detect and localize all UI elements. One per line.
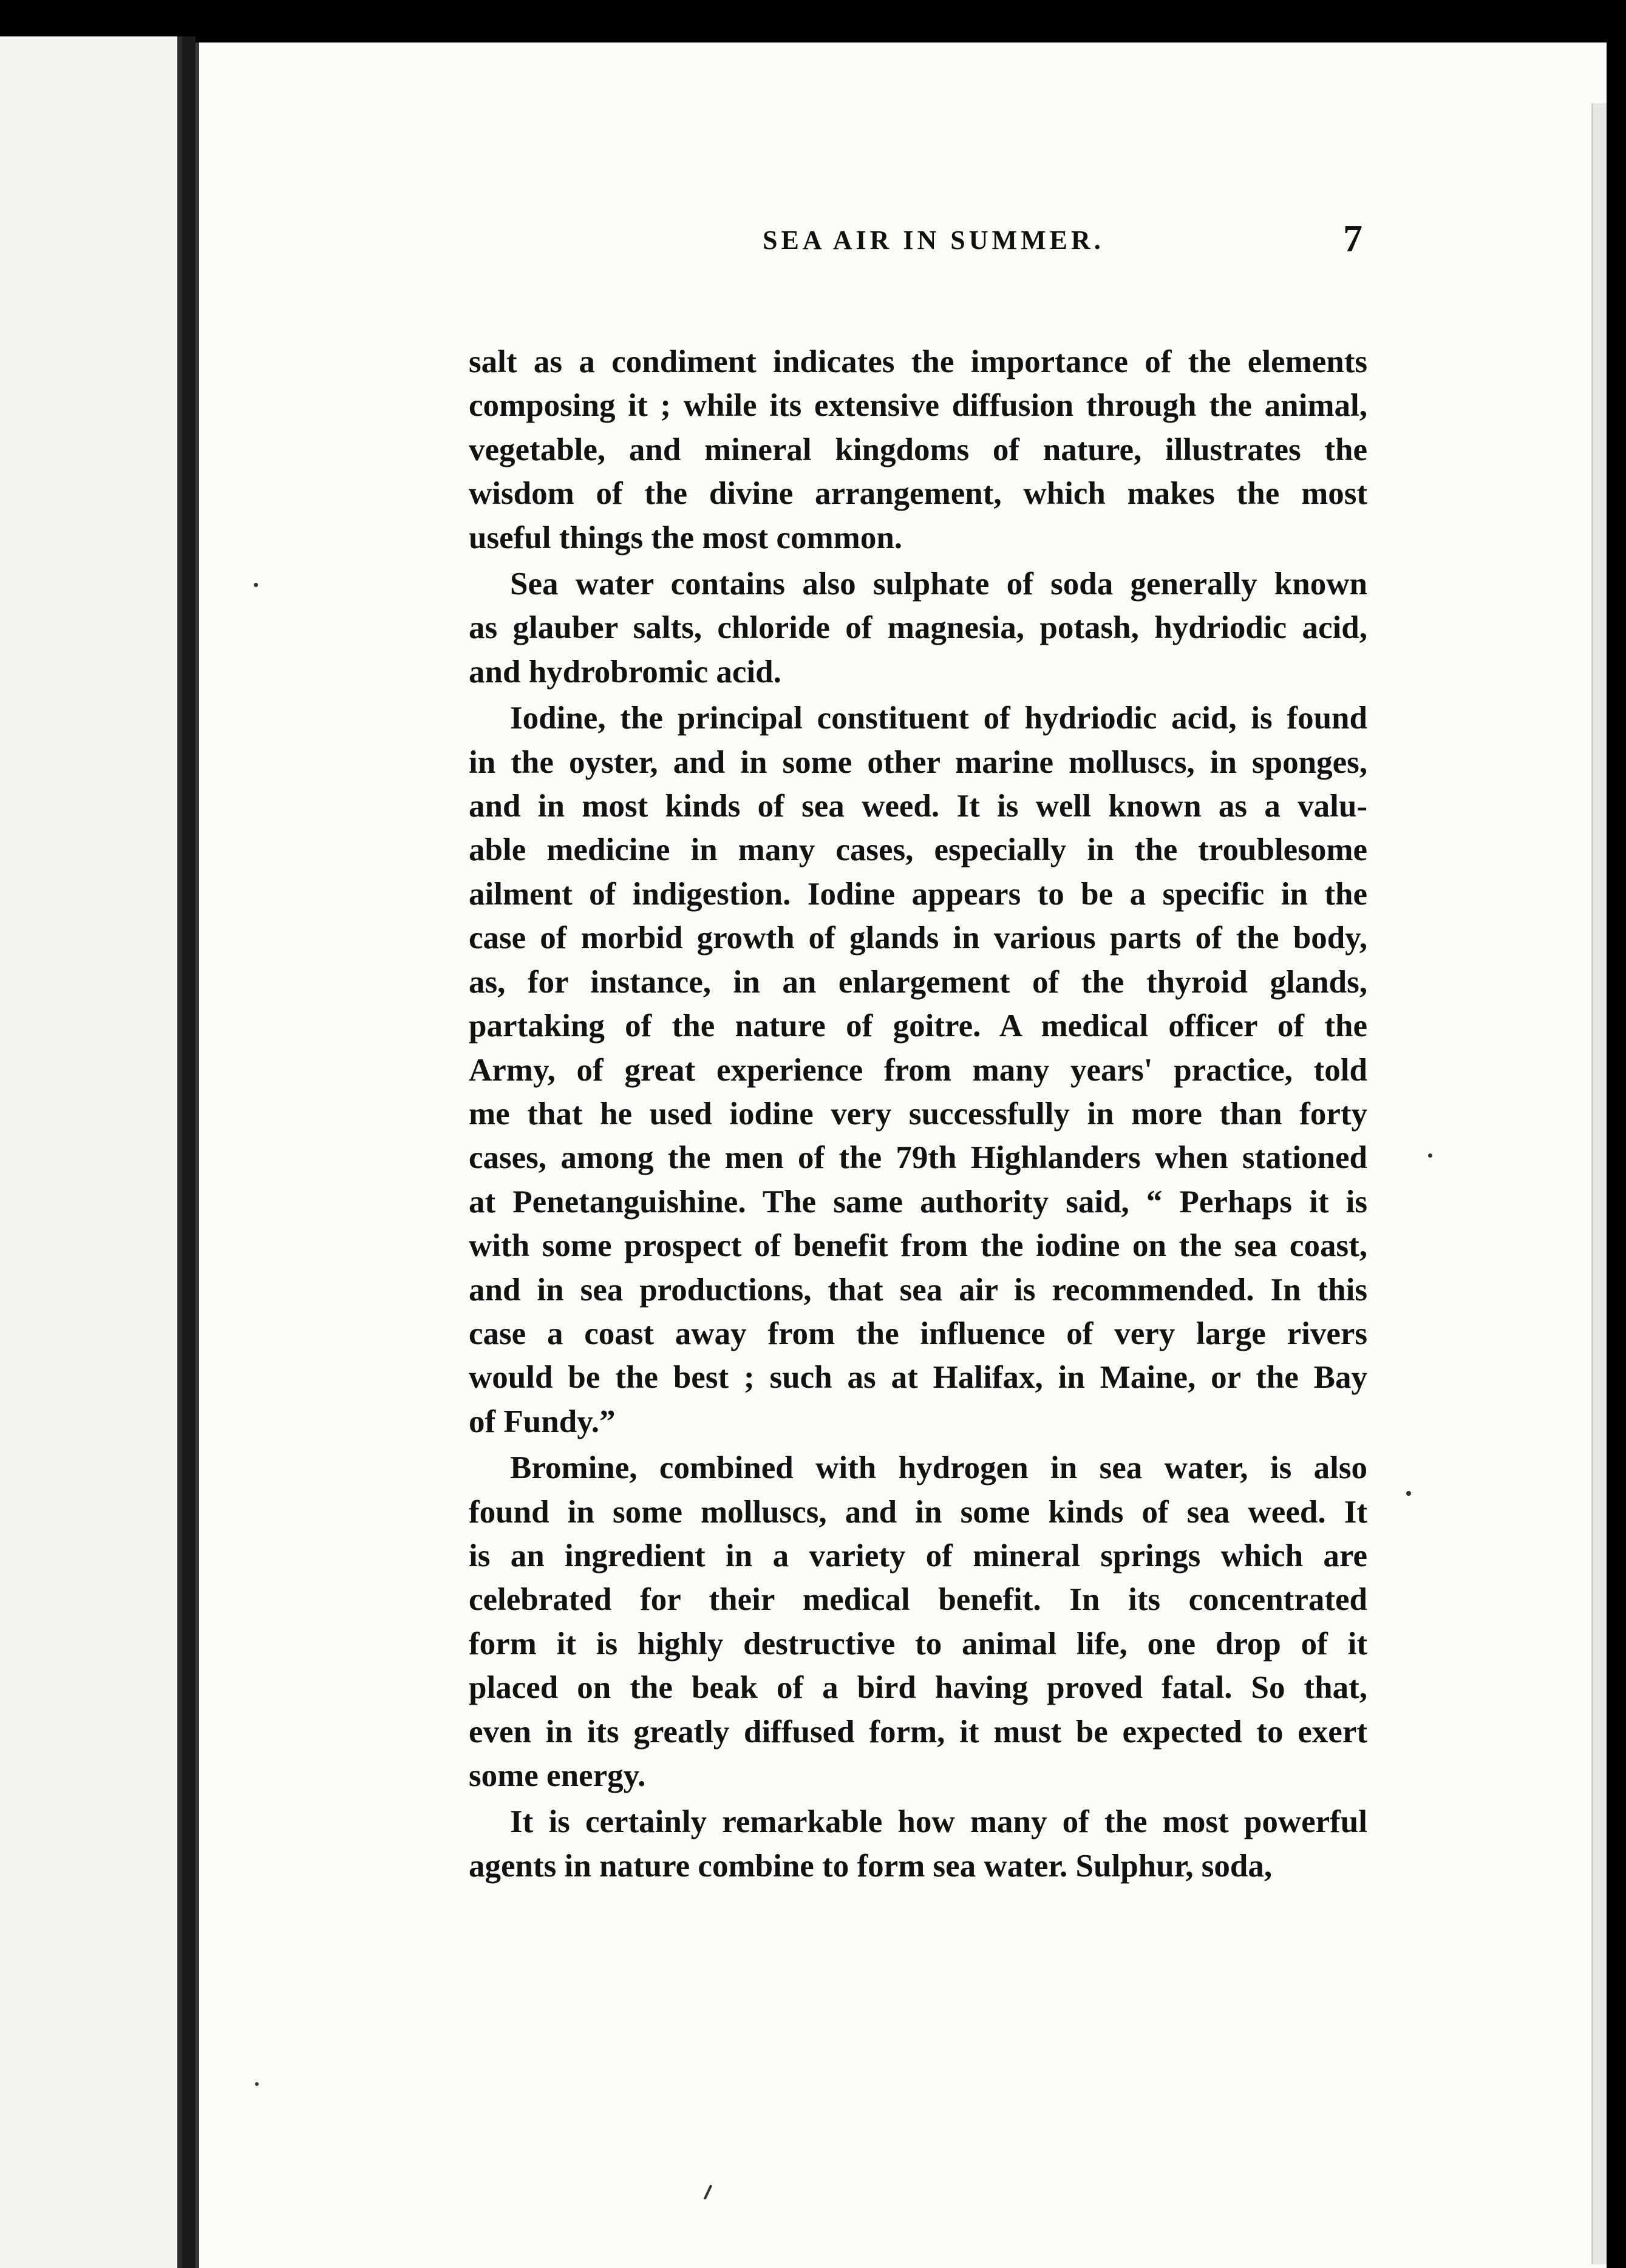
- text-line: It is certainly remarkable how many of the most powerful: [510, 1804, 1367, 1840]
- paragraph: [469, 696, 1367, 1444]
- text-line: wisdom of the divine arrangement, which makes the most: [469, 476, 1367, 512]
- text-line: some energy.: [469, 1758, 646, 1793]
- text-line: agents in nature combine to form sea water. Sulphur, soda,: [469, 1848, 1273, 1884]
- text-line: and in sea productions, that sea air is recommended. In this: [469, 1272, 1367, 1308]
- text-line: useful things the most common.: [469, 520, 903, 555]
- text-line: vegetable, and mineral kingdoms of nature, illustrates the: [469, 432, 1367, 467]
- text-line: would be the best ; such as at Halifax, in Maine, or the Bay: [469, 1360, 1367, 1396]
- text-line: composing it ; while its extensive diffusion through the animal,: [469, 388, 1367, 424]
- text-line: me that he used iodine very successfully in more than forty: [469, 1096, 1367, 1132]
- text-line: even in its greatly diffused form, it must be expected to exert: [469, 1714, 1367, 1750]
- book-gutter: [182, 36, 196, 2268]
- scan-speck: [1406, 1491, 1411, 1496]
- text-line: Army, of great experience from many years' practice, told: [469, 1052, 1367, 1088]
- text-line: Bromine, combined with hydrogen in sea water, is also: [510, 1450, 1367, 1486]
- text-line: placed on the beak of a bird having proved fatal. So that,: [469, 1670, 1367, 1706]
- text-line: as glauber salts, chloride of magnesia, potash, hydriodic acid,: [469, 610, 1367, 646]
- text-line: Sea water contains also sulphate of soda generally known: [510, 566, 1367, 602]
- paragraph: [469, 1800, 1367, 1888]
- text-line: celebrated for their medical benefit. In its concentrated: [469, 1582, 1367, 1618]
- page-edge-shadow: [1591, 103, 1607, 2264]
- running-head: [474, 219, 1384, 279]
- body-text: [469, 340, 1367, 1890]
- text-line: at Penetanguishine. The same authority said, “ Perhaps it is: [469, 1184, 1367, 1220]
- text-line: form it is highly destructive to animal life, one drop of it: [469, 1626, 1367, 1662]
- text-line: and hydrobromic acid.: [469, 654, 781, 690]
- text-line: with some prospect of benefit from the iodine on the sea coast,: [469, 1228, 1367, 1264]
- text-line: ailment of indigestion. Iodine appears to be a specific in the: [469, 876, 1367, 912]
- left-page-edge: [0, 36, 182, 2268]
- text-line: partaking of the nature of goitre. A medical officer of the: [469, 1008, 1367, 1044]
- running-head-title: SEA AIR IN SUMMER.: [763, 225, 1104, 255]
- text-line: and in most kinds of sea weed. It is well known as a valu-: [469, 789, 1367, 824]
- text-line: Iodine, the principal constituent of hydriodic acid, is found: [510, 701, 1367, 736]
- paragraph: [469, 562, 1367, 694]
- scan-speck: [255, 2082, 259, 2086]
- scan-speck: [1428, 1153, 1432, 1158]
- paragraph: [469, 1446, 1367, 1798]
- text-line: case of morbid growth of glands in various parts of the body,: [469, 920, 1367, 956]
- text-line: as, for instance, in an enlargement of the thyroid glands,: [469, 964, 1367, 1000]
- paragraph: [469, 340, 1367, 560]
- page-number: 7: [1343, 217, 1362, 260]
- text-line: able medicine in many cases, especially in the troublesome: [469, 832, 1367, 868]
- text-line: in the oyster, and in some other marine molluscs, in sponges,: [469, 744, 1367, 780]
- text-line: is an ingredient in a variety of mineral springs which are: [469, 1538, 1367, 1574]
- text-line: cases, among the men of the 79th Highlanders when stationed: [469, 1140, 1367, 1176]
- text-line: found in some molluscs, and in some kinds of sea weed. It: [469, 1494, 1367, 1530]
- text-line: case a coast away from the influence of very large rivers: [469, 1316, 1367, 1351]
- text-line: salt as a condiment indicates the importance of the elements: [469, 344, 1367, 379]
- text-line: of Fundy.”: [469, 1404, 616, 1439]
- scan-speck: [254, 583, 258, 587]
